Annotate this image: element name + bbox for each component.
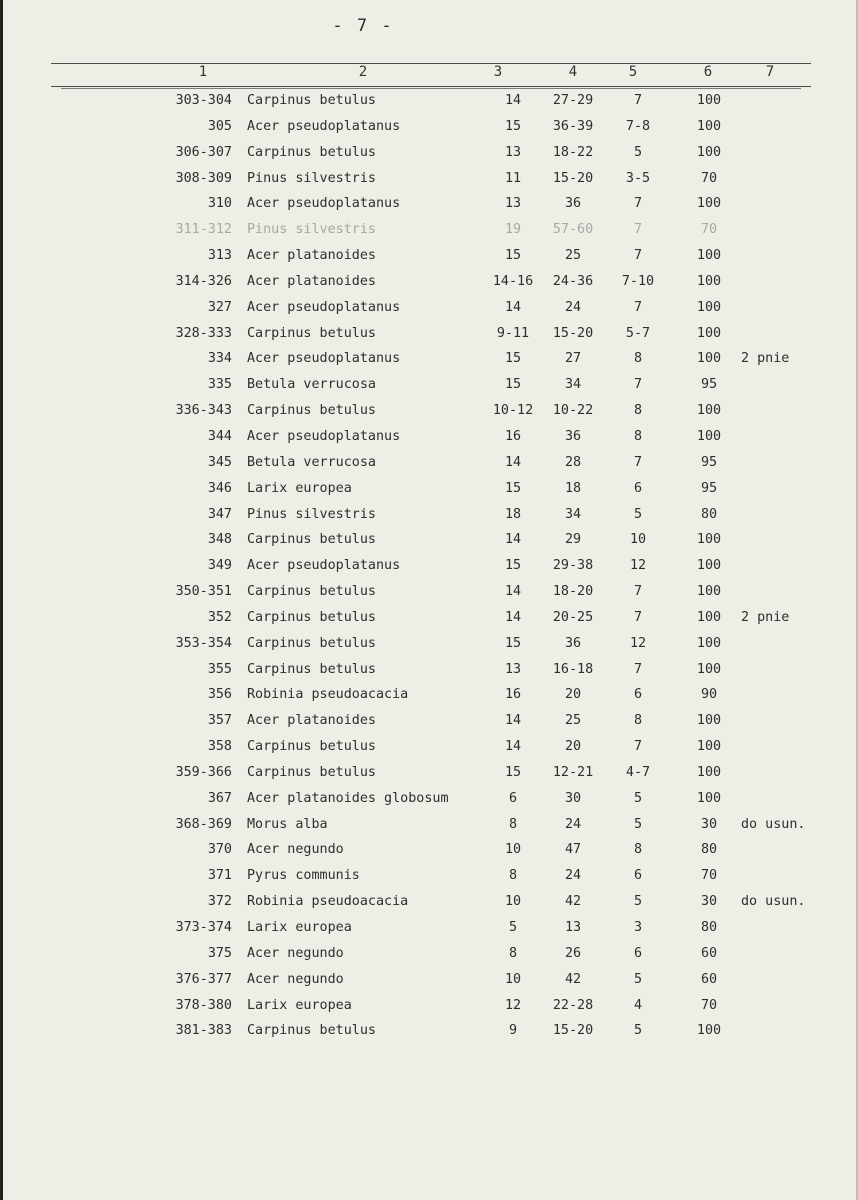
column-header-6: 6 bbox=[703, 64, 713, 80]
cell-col3: 14 bbox=[504, 584, 522, 600]
table-row bbox=[3, 502, 858, 528]
cell-col6: 70 bbox=[700, 222, 718, 238]
cell-col6: 100 bbox=[696, 196, 722, 212]
species-name: Morus alba bbox=[247, 816, 328, 832]
cell-col3: 14 bbox=[504, 299, 522, 315]
column-header-5: 5 bbox=[628, 64, 638, 80]
cell-col4: 36-39 bbox=[552, 118, 594, 134]
species-name: Carpinus betulus bbox=[247, 325, 376, 341]
species-name: Carpinus betulus bbox=[247, 144, 376, 160]
cell-col5: 6 bbox=[633, 945, 643, 961]
species-name: Pinus silvestris bbox=[247, 222, 376, 238]
tree-number: 347 bbox=[207, 506, 232, 522]
cell-col6: 100 bbox=[696, 428, 722, 444]
cell-col6: 100 bbox=[696, 764, 722, 780]
cell-col4: 27 bbox=[564, 351, 582, 367]
species-name: Acer platanoides bbox=[247, 248, 376, 264]
tree-number: 327 bbox=[207, 299, 232, 315]
cell-col4: 20 bbox=[564, 739, 582, 755]
cell-col4: 47 bbox=[564, 842, 582, 858]
cell-col6: 100 bbox=[696, 273, 722, 289]
cell-col3: 16 bbox=[504, 428, 522, 444]
table-row bbox=[3, 476, 858, 502]
tree-number: 357 bbox=[207, 713, 232, 729]
cell-col3: 15 bbox=[504, 764, 522, 780]
tree-number: 314-326 bbox=[175, 273, 232, 289]
tree-number: 381-383 bbox=[175, 1023, 232, 1039]
cell-col6: 70 bbox=[700, 997, 718, 1013]
cell-col4: 26 bbox=[564, 945, 582, 961]
table-row bbox=[3, 114, 858, 140]
cell-col6: 80 bbox=[700, 842, 718, 858]
cell-col6: 100 bbox=[696, 299, 722, 315]
cell-col5: 5 bbox=[633, 894, 643, 910]
cell-col4: 12-21 bbox=[552, 764, 594, 780]
cell-col6: 100 bbox=[696, 584, 722, 600]
cell-col3: 9-11 bbox=[496, 325, 530, 341]
species-name: Acer platanoides bbox=[247, 273, 376, 289]
cell-col3: 9 bbox=[508, 1023, 518, 1039]
cell-col3: 6 bbox=[508, 790, 518, 806]
cell-col4: 24 bbox=[564, 299, 582, 315]
cell-col6: 100 bbox=[696, 790, 722, 806]
cell-col3: 14 bbox=[504, 713, 522, 729]
table-row bbox=[3, 786, 858, 812]
tree-number: 310 bbox=[207, 196, 232, 212]
tree-number: 336-343 bbox=[175, 403, 232, 419]
tree-number: 305 bbox=[207, 118, 232, 134]
table-row bbox=[3, 631, 858, 657]
cell-col5: 8 bbox=[633, 428, 643, 444]
table-row bbox=[3, 243, 858, 269]
cell-col3: 15 bbox=[504, 377, 522, 393]
cell-col5: 7 bbox=[633, 454, 643, 470]
cell-col3: 14 bbox=[504, 454, 522, 470]
cell-col4: 36 bbox=[564, 635, 582, 651]
table-row bbox=[3, 734, 858, 760]
cell-col5: 5-7 bbox=[625, 325, 651, 341]
cell-col4: 36 bbox=[564, 428, 582, 444]
tree-number: 355 bbox=[207, 661, 232, 677]
tree-number: 378-380 bbox=[175, 997, 232, 1013]
species-name: Pyrus communis bbox=[247, 868, 360, 884]
cell-col4: 20-25 bbox=[552, 609, 594, 625]
table-row bbox=[3, 967, 858, 993]
cell-col5: 7 bbox=[633, 739, 643, 755]
cell-col4: 42 bbox=[564, 971, 582, 987]
species-name: Acer platanoides globosum bbox=[247, 790, 449, 806]
cell-col4: 16-18 bbox=[552, 661, 594, 677]
species-name: Carpinus betulus bbox=[247, 584, 376, 600]
cell-col5: 12 bbox=[629, 635, 647, 651]
species-name: Carpinus betulus bbox=[247, 609, 376, 625]
cell-col3: 15 bbox=[504, 351, 522, 367]
cell-col6: 100 bbox=[696, 635, 722, 651]
table-row bbox=[3, 915, 858, 941]
cell-col5: 6 bbox=[633, 687, 643, 703]
cell-col3: 15 bbox=[504, 635, 522, 651]
cell-col4: 24 bbox=[564, 816, 582, 832]
table-row bbox=[3, 605, 858, 631]
species-name: Carpinus betulus bbox=[247, 532, 376, 548]
cell-col3: 10 bbox=[504, 894, 522, 910]
tree-number: 353-354 bbox=[175, 635, 232, 651]
species-name: Betula verrucosa bbox=[247, 454, 376, 470]
cell-col3: 14 bbox=[504, 609, 522, 625]
cell-col3: 10 bbox=[504, 842, 522, 858]
tree-number: 308-309 bbox=[175, 170, 232, 186]
cell-col5: 5 bbox=[633, 1023, 643, 1039]
table-row bbox=[3, 372, 858, 398]
species-name: Acer negundo bbox=[247, 945, 344, 961]
cell-col4: 20 bbox=[564, 687, 582, 703]
cell-col6: 100 bbox=[696, 248, 722, 264]
tree-number: 352 bbox=[207, 609, 232, 625]
species-name: Pinus silvestris bbox=[247, 170, 376, 186]
cell-col5: 7 bbox=[633, 299, 643, 315]
species-name: Carpinus betulus bbox=[247, 635, 376, 651]
table-row bbox=[3, 191, 858, 217]
species-name: Acer negundo bbox=[247, 971, 344, 987]
column-header-1: 1 bbox=[198, 64, 208, 80]
cell-col6: 100 bbox=[696, 661, 722, 677]
tree-number: 368-369 bbox=[175, 816, 232, 832]
cell-col5: 7 bbox=[633, 196, 643, 212]
cell-col6: 100 bbox=[696, 351, 722, 367]
tree-number: 373-374 bbox=[175, 920, 232, 935]
header-bottom-rule bbox=[51, 86, 811, 87]
cell-col4: 18-20 bbox=[552, 584, 594, 600]
cell-col3: 16 bbox=[504, 687, 522, 703]
cell-col5: 7 bbox=[633, 609, 643, 625]
tree-number: 358 bbox=[207, 739, 232, 755]
table-row bbox=[3, 424, 858, 450]
tree-number: 334 bbox=[207, 351, 232, 367]
tree-number: 359-366 bbox=[175, 764, 232, 780]
cell-col6: 100 bbox=[696, 93, 722, 108]
table-row bbox=[3, 760, 858, 786]
cell-col6: 100 bbox=[696, 403, 722, 419]
tree-number: 311-312 bbox=[175, 222, 232, 238]
cell-col3: 13 bbox=[504, 661, 522, 677]
tree-number: 372 bbox=[207, 894, 232, 910]
cell-col6: 95 bbox=[700, 377, 718, 393]
column-header-3: 3 bbox=[493, 64, 503, 80]
table-row bbox=[3, 166, 858, 192]
cell-col5: 4 bbox=[633, 997, 643, 1013]
table-row bbox=[3, 269, 858, 295]
tree-number: 375 bbox=[207, 945, 232, 961]
table-row bbox=[3, 88, 858, 114]
cell-col3: 14 bbox=[504, 532, 522, 548]
cell-col5: 5 bbox=[633, 790, 643, 806]
cell-col4: 24 bbox=[564, 868, 582, 884]
cell-col4: 25 bbox=[564, 713, 582, 729]
table-row bbox=[3, 863, 858, 889]
tree-number: 303-304 bbox=[175, 93, 232, 108]
cell-col4: 27-29 bbox=[552, 93, 594, 108]
tree-number: 376-377 bbox=[175, 971, 232, 987]
species-name: Acer negundo bbox=[247, 842, 344, 858]
tree-number: 356 bbox=[207, 687, 232, 703]
cell-col6: 100 bbox=[696, 609, 722, 625]
cell-col6: 80 bbox=[700, 920, 718, 935]
cell-col5: 8 bbox=[633, 713, 643, 729]
cell-col5: 12 bbox=[629, 558, 647, 574]
cell-col6: 60 bbox=[700, 945, 718, 961]
table-row bbox=[3, 346, 858, 372]
cell-col5: 5 bbox=[633, 971, 643, 987]
cell-col3: 8 bbox=[508, 868, 518, 884]
cell-col4: 34 bbox=[564, 506, 582, 522]
cell-col5: 5 bbox=[633, 144, 643, 160]
cell-col4: 24-36 bbox=[552, 273, 594, 289]
table-row bbox=[3, 1018, 858, 1044]
tree-number: 370 bbox=[207, 842, 232, 858]
species-name: Carpinus betulus bbox=[247, 93, 376, 108]
species-name: Carpinus betulus bbox=[247, 403, 376, 419]
cell-col4: 18 bbox=[564, 480, 582, 496]
species-name: Larix europea bbox=[247, 997, 352, 1013]
tree-inventory-table bbox=[3, 88, 858, 1044]
cell-col3: 15 bbox=[504, 118, 522, 134]
cell-col4: 22-28 bbox=[552, 997, 594, 1013]
cell-col5: 7 bbox=[633, 93, 643, 108]
page-number: - 7 - bbox=[332, 16, 394, 36]
cell-col4: 15-20 bbox=[552, 1023, 594, 1039]
tree-number: 346 bbox=[207, 480, 232, 496]
remark: do usun. bbox=[741, 894, 806, 910]
cell-col6: 95 bbox=[700, 454, 718, 470]
table-row bbox=[3, 295, 858, 321]
cell-col6: 100 bbox=[696, 1023, 722, 1039]
cell-col3: 10-12 bbox=[492, 403, 534, 419]
species-name: Robinia pseudoacacia bbox=[247, 687, 409, 703]
cell-col4: 34 bbox=[564, 377, 582, 393]
species-name: Acer pseudoplatanus bbox=[247, 351, 401, 367]
cell-col4: 10-22 bbox=[552, 403, 594, 419]
remark: 2 pnie bbox=[741, 351, 790, 367]
cell-col4: 18-22 bbox=[552, 144, 594, 160]
column-header-7: 7 bbox=[765, 64, 775, 80]
species-name: Acer pseudoplatanus bbox=[247, 558, 401, 574]
cell-col6: 30 bbox=[700, 816, 718, 832]
cell-col4: 30 bbox=[564, 790, 582, 806]
table-row bbox=[3, 889, 858, 915]
tree-number: 367 bbox=[207, 790, 232, 806]
cell-col4: 57-60 bbox=[552, 222, 594, 238]
cell-col6: 70 bbox=[700, 170, 718, 186]
tree-number: 350-351 bbox=[175, 584, 232, 600]
cell-col4: 36 bbox=[564, 196, 582, 212]
table-row bbox=[3, 682, 858, 708]
cell-col4: 28 bbox=[564, 454, 582, 470]
table-row bbox=[3, 450, 858, 476]
cell-col6: 80 bbox=[700, 506, 718, 522]
tree-number: 335 bbox=[207, 377, 232, 393]
species-name: Acer pseudoplatanus bbox=[247, 428, 401, 444]
cell-col5: 3 bbox=[633, 920, 643, 935]
cell-col6: 100 bbox=[696, 325, 722, 341]
remark: do usun. bbox=[741, 816, 806, 832]
cell-col5: 10 bbox=[629, 532, 647, 548]
species-name: Pinus silvestris bbox=[247, 506, 376, 522]
tree-number: 328-333 bbox=[175, 325, 232, 341]
species-name: Robinia pseudoacacia bbox=[247, 894, 409, 910]
cell-col5: 6 bbox=[633, 868, 643, 884]
cell-col3: 19 bbox=[504, 222, 522, 238]
species-name: Larix europea bbox=[247, 920, 352, 935]
cell-col6: 60 bbox=[700, 971, 718, 987]
cell-col4: 15-20 bbox=[552, 170, 594, 186]
cell-col4: 25 bbox=[564, 248, 582, 264]
table-row bbox=[3, 140, 858, 166]
table-row bbox=[3, 398, 858, 424]
species-name: Carpinus betulus bbox=[247, 739, 376, 755]
tree-number: 348 bbox=[207, 532, 232, 548]
cell-col3: 15 bbox=[504, 480, 522, 496]
table-row bbox=[3, 657, 858, 683]
cell-col5: 7 bbox=[633, 248, 643, 264]
species-name: Larix europea bbox=[247, 480, 352, 496]
cell-col3: 15 bbox=[504, 248, 522, 264]
cell-col6: 100 bbox=[696, 144, 722, 160]
cell-col5: 6 bbox=[633, 480, 643, 496]
table-row bbox=[3, 553, 858, 579]
table-row bbox=[3, 708, 858, 734]
species-name: Acer pseudoplatanus bbox=[247, 299, 401, 315]
species-name: Acer pseudoplatanus bbox=[247, 118, 401, 134]
species-name: Carpinus betulus bbox=[247, 1023, 376, 1039]
tree-number: 345 bbox=[207, 454, 232, 470]
cell-col3: 5 bbox=[508, 920, 518, 935]
column-header-2: 2 bbox=[358, 64, 368, 80]
cell-col6: 100 bbox=[696, 558, 722, 574]
cell-col6: 100 bbox=[696, 739, 722, 755]
cell-col5: 7 bbox=[633, 222, 643, 238]
cell-col5: 8 bbox=[633, 351, 643, 367]
cell-col3: 10 bbox=[504, 971, 522, 987]
cell-col4: 15-20 bbox=[552, 325, 594, 341]
species-name: Acer platanoides bbox=[247, 713, 376, 729]
cell-col5: 7 bbox=[633, 584, 643, 600]
column-header-4: 4 bbox=[568, 64, 578, 80]
table-row bbox=[3, 837, 858, 863]
species-name: Carpinus betulus bbox=[247, 661, 376, 677]
table-row bbox=[3, 321, 858, 347]
cell-col4: 29-38 bbox=[552, 558, 594, 574]
cell-col6: 70 bbox=[700, 868, 718, 884]
cell-col3: 8 bbox=[508, 945, 518, 961]
cell-col3: 12 bbox=[504, 997, 522, 1013]
cell-col6: 30 bbox=[700, 894, 718, 910]
cell-col6: 90 bbox=[700, 687, 718, 703]
cell-col6: 100 bbox=[696, 532, 722, 548]
cell-col5: 7-8 bbox=[625, 118, 651, 134]
table-row bbox=[3, 579, 858, 605]
cell-col6: 100 bbox=[696, 713, 722, 729]
cell-col3: 15 bbox=[504, 558, 522, 574]
tree-number: 349 bbox=[207, 558, 232, 574]
tree-number: 306-307 bbox=[175, 144, 232, 160]
species-name: Carpinus betulus bbox=[247, 764, 376, 780]
cell-col3: 8 bbox=[508, 816, 518, 832]
cell-col4: 29 bbox=[564, 532, 582, 548]
cell-col5: 5 bbox=[633, 506, 643, 522]
tree-number: 371 bbox=[207, 868, 232, 884]
cell-col4: 13 bbox=[564, 920, 582, 935]
cell-col3: 18 bbox=[504, 506, 522, 522]
cell-col6: 100 bbox=[696, 118, 722, 134]
cell-col5: 4-7 bbox=[625, 764, 651, 780]
cell-col3: 13 bbox=[504, 144, 522, 160]
cell-col3: 13 bbox=[504, 196, 522, 212]
cell-col5: 7 bbox=[633, 661, 643, 677]
species-name: Betula verrucosa bbox=[247, 377, 376, 393]
cell-col5: 8 bbox=[633, 403, 643, 419]
table-row bbox=[3, 941, 858, 967]
cell-col5: 3-5 bbox=[625, 170, 651, 186]
remark: 2 pnie bbox=[741, 609, 790, 625]
table-row bbox=[3, 812, 858, 838]
cell-col6: 95 bbox=[700, 480, 718, 496]
cell-col3: 14 bbox=[504, 739, 522, 755]
cell-col3: 14 bbox=[504, 93, 522, 108]
tree-number: 344 bbox=[207, 428, 232, 444]
cell-col5: 7-10 bbox=[621, 273, 655, 289]
table-row bbox=[3, 527, 858, 553]
cell-col5: 8 bbox=[633, 842, 643, 858]
cell-col5: 7 bbox=[633, 377, 643, 393]
species-name: Acer pseudoplatanus bbox=[247, 196, 401, 212]
tree-number: 313 bbox=[207, 248, 232, 264]
cell-col4: 42 bbox=[564, 894, 582, 910]
table-row bbox=[3, 217, 858, 243]
table-row bbox=[3, 993, 858, 1019]
cell-col5: 5 bbox=[633, 816, 643, 832]
cell-col3: 11 bbox=[504, 170, 522, 186]
cell-col3: 14-16 bbox=[492, 273, 534, 289]
